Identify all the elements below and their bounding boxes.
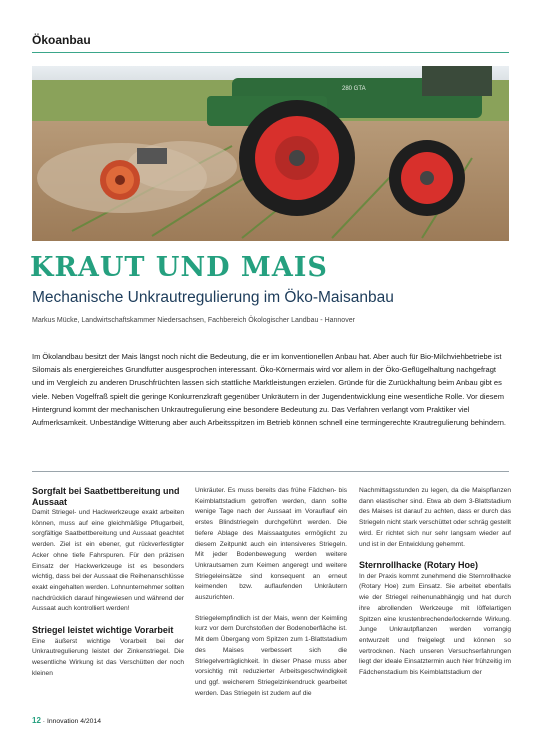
intro-divider xyxy=(32,471,509,472)
section-label: Ökoanbau xyxy=(32,33,91,47)
article-photo xyxy=(32,66,509,241)
paragraph: Striegelempfindlich ist der Mais, wenn der Keimling kurz vor dem Durchstoßen der Bodenoberfläche ist. Mit dem Übergang vom Spitzen zum 1-Blattstadium des Maises verbessert sich die Striegelverträglichkeit. In dieser Phase muss aber vorsichtig mit reduzierter Arbeitsgeschwindigkeit und ggf. weicherem Striegelzinkendruck gearbeitet werden. Das Striegeln ist zudem auf die xyxy=(195,614,347,697)
column-3 xyxy=(359,486,511,679)
paragraph: Nachmittagsstunden zu legen, da die Maispflanzen dann elastischer sind. Etwa ab dem 3-Blattstadium des Maises ist darauf zu achten, dass er durch das Striegeln nicht stark verschüttet oder schräg gestellt wird. Er richtet sich nur sehr langsam wieder auf und ist in der Entwicklung gehemmt. xyxy=(359,487,511,548)
article-intro: Im Ökolandbau besitzt der Mais längst noch nicht die Bedeutung, die er im konventionellen Anbau hat. Aber auch für Bio-Milchviehbetriebe ist Silomais als energiereiches Grundfutter ausgesprochen interessant. Öko-Körnermais wird vor allem in der Öko-Geflügelhaltung nachgefragt und im Vergleich zu anderen Druschfrüchten lassen sich stattliche Marktleistungen erzielen. Gründe für die Zurückhaltung beim Anbau gibt es viele. Neben Vogelfraß spielt die geringe Konkurrenzkraft gegenüber Unkräutern in der Jugendentwicklung eine wesentliche Rolle. Vor diesem Hintergrund kommt der mechanischen Unkrautregulierung eine besondere Bedeutung zu. Das Verfahren verlangt vom Praktiker viel Aufmerksamkeit. Unbeständige Witterung aber auch Arbeitsspitzen im Betrieb können schnell eine termingerechte Krautregulierung behindern. xyxy=(32,352,507,428)
paragraph: Unkräuter. Es muss bereits das frühe Fädchen- bis Keimblattstadium getroffen werden, dann sollte wenige Tage nach der Aussaat im Vorauflauf ein erstes Blindstriegeln durchgeführt werden. Die tiefere Ablage des Maissaatgutes ermöglicht zu diesem Zeitpunkt auch ein intensiveres Striegeln. Mit jeder Bodenbewegung werden weitere Unkrautsamen zum Keimen angeregt und weitere Striegeleinsätze sind konsequent an erneut keimenden bzw. auflaufenden Unkräutern auszurichten. xyxy=(195,487,347,602)
article-author: Markus Mücke, Landwirtschaftskammer Niedersachsen, Fachbereich Ökologischer Landbau - Hannover xyxy=(32,317,355,324)
heading-sternrollhacke: Sternrollhacke (Rotary Hoe) xyxy=(359,560,479,571)
heading-striegel: Striegel leistet wichtige Vorarbeit xyxy=(32,625,174,636)
column-1 xyxy=(32,486,184,679)
article-subtitle: Mechanische Unkrautregulierung im Öko-Maisanbau xyxy=(32,289,394,306)
page-footer xyxy=(32,716,101,725)
heading-saatbett: Sorgfalt bei Saatbettbereitung und Aussaat xyxy=(32,486,180,507)
paragraph: In der Praxis kommt zunehmend die Sternrollhacke (Rotary Hoe) zum Einsatz. Sie arbeitet ebenfalls wie der Striegel reihenunabhängig und hat durch ihre abrollenden Werkzeuge mit löffelartigen Spitzen eine krustenbrechende/lockernde Wirkung. Junge Unkrautpflanzen werden vorrangig entwurzelt und freigelegt und können so vertrocknen. Nach unseren Versuchserfahrungen liegt der ideale Einsatztermin auch hier frühzeitig im Fädchenstadium bis Keimblattstadium der xyxy=(359,572,511,677)
issue-label: · Innovation 4/2014 xyxy=(42,718,101,725)
tractor-plate: 280 GTA xyxy=(342,86,366,92)
page-number: 12 xyxy=(32,716,41,725)
article-title: KRAUT UND MAIS xyxy=(30,252,328,283)
column-2 xyxy=(195,486,347,699)
section-rule xyxy=(32,52,509,53)
paragraph: Damit Striegel- und Hackwerkzeuge exakt arbeiten können, muss auf eine gleichmäßige Pflugarbeit, sorgfältige Saatbettbereitung und Aussaat geachtet werden. Ziel ist ein ebener, gut rückverfestigter Acker ohne tiefe Fahrspuren. Für den präzisen Einsatz der Hackwerkzeuge ist es besonders wichtig, dass bei der Aussaat die Reihenanschlüsse exakt eingehalten werden. Lohnunternehmer sollten nachdrücklich darauf hingewiesen und während der Aussaat auch kontrolliert werden! xyxy=(32,509,184,613)
paragraph: Eine äußerst wichtige Vorarbeit bei der Unkrautregulierung leistet der Zinkenstriegel. Die wesentliche Wirkung ist das Verschütten der noch kleinen xyxy=(32,637,184,677)
